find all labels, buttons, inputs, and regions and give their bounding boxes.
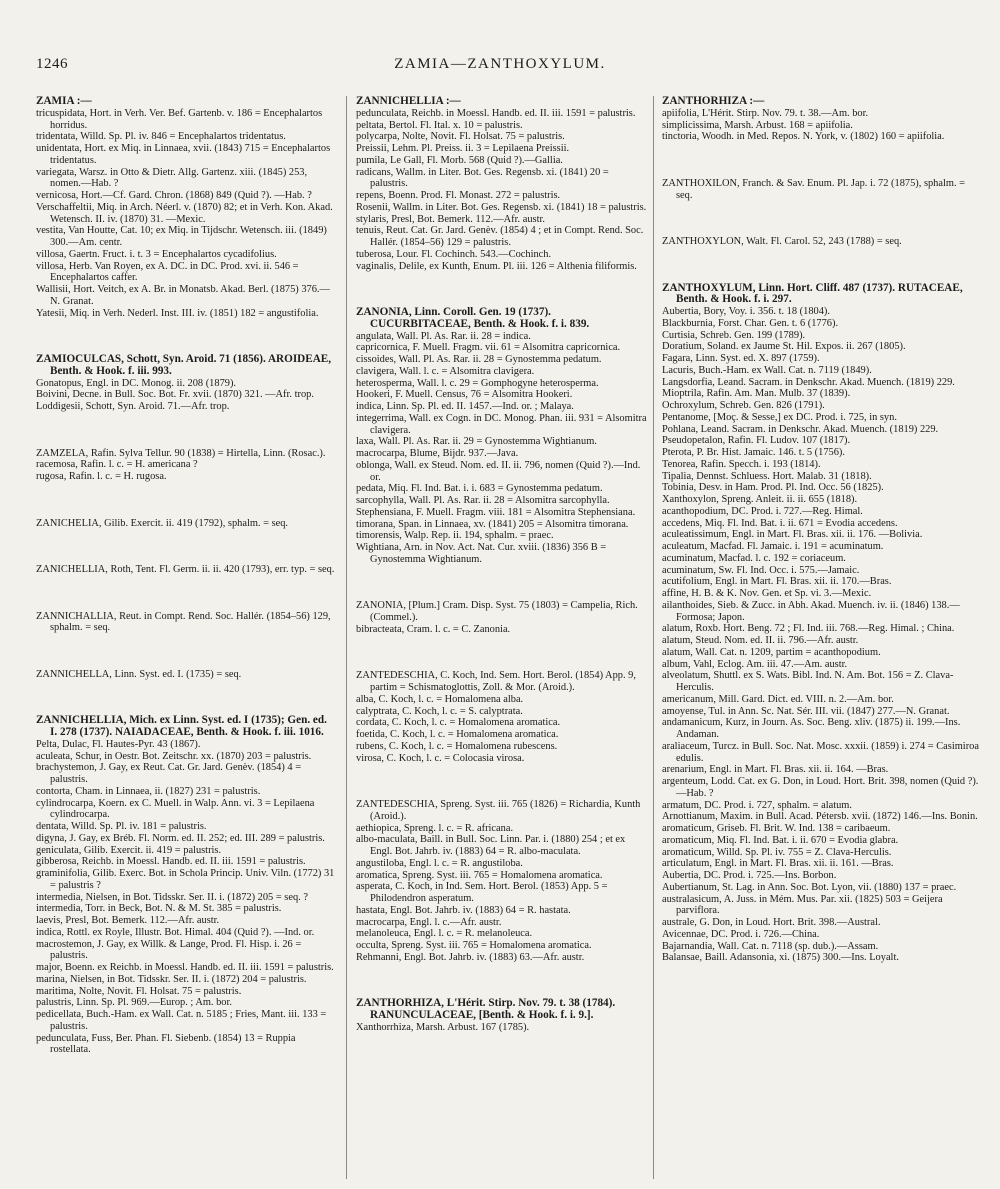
index-entry: americanum, Mill. Gard. Dict. ed. VIII. n. 2.—Am. bor. [662,693,894,705]
index-entry: alatum, Steud. Nom. ed. II. ii. 796.—Afr. austr. [662,635,859,647]
column-divider [346,96,347,1179]
index-entry: macrocarpa, Engl. l. c.—Afr. austr. [356,916,502,928]
index-entry: Doratium, Soland. ex Jaume St. Hil. Expos. ii. 267 (1805). [662,341,906,353]
index-entry: Pterota, P. Br. Hist. Jamaic. 146. t. 5 (1756). [662,447,845,459]
index-entry: ZANTEDESCHIA, C. Koch, Ind. Sem. Hort. Berol. (1854) App. 9, partim = Schismatoglottis, Zoll. & Mor. (Aroid.). [356,670,636,694]
genus-heading: ZANTHOXYLUM, Linn. Hort. Cliff. 487 (1737). RUTACEAE, Benth. & Hook. f. i. 297. [662,281,963,306]
index-entry: Rehmanni, Engl. Bot. Jahrb. iv. (1883) 63.—Afr. austr. [356,951,585,963]
index-entry: laevis, Presl, Bot. Bemerk. 112.—Afr. austr. [36,915,220,927]
index-entry: foetida, C. Koch, l. c. = Homalomena aromatica. [356,729,559,741]
index-entry: palustris, Linn. Sp. Pl. 969.—Europ. ; Am. bor. [36,997,232,1009]
index-entry: apiifolia, L'Hérit. Stirp. Nov. 79. t. 38.—Am. bor. [662,107,869,119]
entry-spacer [356,283,649,297]
index-entry: intermedia, Torr. in Beck, Bot. N. & M. St. 385 = palustris. [36,903,282,915]
column-left [36,96,336,1185]
index-entry: timorana, Span. in Linnaea, xv. (1841) 205 = Alsomitra timorana. [356,518,629,530]
index-entry: aromaticum, Miq. Fl. Ind. Bat. i. ii. 670 = Evodia glabra. [662,834,899,846]
genus-heading: ZANTHORHIZA :— [662,96,765,107]
index-entry: Blackburnia, Forst. Char. Gen. t. 6 (1776). [662,317,839,329]
index-entry: acuminatum, Macfad. l. c. 192 = coriaceum. [662,552,846,564]
index-entry: pedunculata, Fuss, Ber. Phan. Fl. Siebenb. (1854) 13 = Ruppia rostellata. [36,1032,296,1056]
index-entry: Balansae, Baill. Adansonia, xi. (1875) 300.—Ins. Loyalt. [662,952,899,964]
index-entry: Arnottianum, Maxim. in Bull. Acad. Pétersb. xvii. (1872) 146.—Ins. Bonin. [662,811,978,823]
index-entry: alatum, Roxb. Hort. Beng. 72 ; Fl. Ind. iii. 768.—Reg. Himal. ; China. [662,623,955,635]
index-entry: Bajarnandia, Wall. Cat. n. 7118 (sp. dub.).—Assam. [662,940,879,952]
index-entry: pedata, Miq. Fl. Ind. Bat. i. i. 683 = Gynostemma pedatum. [356,483,603,495]
index-entry: rubens, C. Koch, l. c. = Homalomena rubescens. [356,740,558,752]
index-entry: accedens, Miq. Fl. Ind. Bat. i. ii. 671 = Evodia accedens. [662,517,898,529]
index-entry: Loddigesii, Schott, Syn. Aroid. 71.—Afr. trop. [36,401,230,413]
column-divider [653,96,654,1179]
index-entry: acanthopodium, DC. Prod. i. 727.—Reg. Himal. [662,505,863,517]
index-entry: aromaticum, Griseb. Fl. Brit. W. Ind. 138 = caribaeum. [662,823,891,835]
index-entry: peltata, Bertol. Fl. Ital. x. 10 = palustris. [356,119,523,131]
entry-spacer [356,576,649,590]
index-entry: tinctoria, Woodh. in Med. Repos. N. York, v. (1802) 160 = apiifolia. [662,131,945,143]
genus-heading: ZANNICHELLIA :— [356,96,461,107]
index-entry: calyptrata, C. Koch, l. c. = S. calyptrata. [356,705,523,717]
index-entry: Preissii, Lehm. Pl. Preiss. ii. 3 = Lepilaena Preissii. [356,143,570,154]
genus-heading: ZANNICHELLIA, Mich. ex Linn. Syst. ed. I (1735); Gen. ed. I. 278 (1737). NAIADACEAE, Benth. & Hook. f. iii. 1016. [36,714,327,739]
entry-spacer [662,212,980,226]
index-entry: acuminatum, Sw. Fl. Ind. Occ. i. 575.—Jamaic. [662,564,860,576]
index-entry: racemosa, Rafin. l. c. = H. americana ? [36,459,198,471]
index-entry: Avicennae, DC. Prod. i. 726.—China. [662,928,820,940]
index-entry: tricuspidata, Hort. in Verh. Ver. Bef. Gartenb. v. 186 = Encephalartos horridus. [36,107,323,131]
index-entry: melanoleuca, Engl. l. c. = R. melanoleuca. [356,928,533,940]
index-entry: pedunculata, Reichb. in Moessl. Handb. ed. II. iii. 1591 = palustris. [356,107,636,119]
index-entry: macrostemon, J. Gay, ex Willk. & Lange, Prod. Fl. Hisp. i. 26 = palustris. [36,938,302,962]
index-entry: maritima, Nolte, Novit. Fl. Holsat. 75 = palustris. [36,985,242,997]
index-entry: Hookeri, F. Muell. Census, 76 = Alsomitra Hookeri. [356,389,573,401]
index-entry: ZANTHOXILON, Franch. & Sav. Enum. Pl. Jap. i. 72 (1875), sphalm. = seq. [662,177,966,201]
index-entry: asperata, C. Koch, in Ind. Sem. Hort. Berol. (1853) App. 5 = Philodendron asperatum. [356,881,608,905]
index-entry: Stephensiana, F. Muell. Fragm. viii. 181 = Alsomitra Stephensiana. [356,506,636,518]
index-entry: aculeatissimum, Engl. in Mart. Fl. Bras. xii. ii. 176. —Bolivia. [662,529,923,541]
index-entry: Tenorea, Rafin. Specch. i. 193 (1814). [662,458,821,470]
column-middle [356,96,649,1185]
index-entry: villosa, Gaertn. Fruct. i. t. 3 = Encephalartos cycadifolius. [36,248,277,260]
column-right [662,96,980,1185]
index-entry: argenteum, Lodd. Cat. ex G. Don, in Loud. Hort. Brit. 398, nomen (Quid ?).—Hab. ? [662,776,979,799]
genus-heading: ZANTHORHIZA, L'Hérit. Stirp. Nov. 79. t. 38 (1784). RANUNCULACEAE, [Benth. & Hook. f. i. 9.]. [356,997,616,1022]
index-entry: tenuis, Reut. Cat. Gr. Jard. Genèv. (1854) 4 ; et in Compt. Rend. Soc. Hallér. (1854–56) 129 = palustris. [356,225,644,248]
index-entry: indica, Rottl. ex Royle, Illustr. Bot. Himal. 404 (Quid ?). —Ind. or. [36,926,315,938]
index-entry: digyna, J. Gay, ex Bréb. Fl. Norm. ed. II. 252; ed. III. 289 = palustris. [36,832,325,844]
index-entry: alba, C. Koch, l. c. = Homalomena alba. [356,693,524,705]
entry-spacer [36,540,336,554]
index-entry: Langsdorfia, Leand. Sacram. in Denkschr. Akad. Muench. (1819) 229. [662,376,955,388]
index-entry: vaginalis, Delile, ex Kunth, Enum. Pl. iii. 126 = Althenia filiformis. [356,260,637,272]
entry-spacer [36,691,336,705]
index-entry: cylindrocarpa, Koern. ex C. Muell. in Walp. Ann. vi. 3 = Lepilaena cylindrocarpa. [36,797,315,821]
index-entry: aethiopica, Spreng. l. c. = R. africana. [356,822,514,834]
index-entry: albo-maculata, Baill. in Bull. Soc. Linn. Par. i. (1880) 254 ; et ex Engl. Bot. Jahrb. iv. (1883) 64 = R. albo-maculata. [356,834,626,858]
index-entry: ZANNICHELLA, Linn. Syst. ed. I. (1735) = seq. [36,668,242,680]
index-entry: heterosperma, Wall. l. c. 29 = Gomphogyne heterosperma. [356,377,599,389]
index-entry: cissoides, Wall. Pl. As. Rar. ii. 28 = Gynostemma pedatum. [356,354,602,366]
index-entry: Verschaffeltii, Miq. in Arch. Néerl. v. (1870) 82; et in Verh. Kon. Akad. Wetensch. II. iv. (1870) 31. —Mexic. [36,201,333,225]
index-entry: marina, Nielsen, in Bot. Tidsskr. Ser. II. i. (1872) 204 = palustris. [36,973,307,985]
index-entry: ZANICHELIA, Gilib. Exercit. ii. 419 (1792), sphalm. = seq. [36,517,289,529]
index-entry: sarcophylla, Wall. Pl. As. Rar. ii. 28 = Alsomitra sarcophylla. [356,495,610,507]
index-entry: simplicissima, Marsh. Arbust. 168 = apiifolia. [662,119,853,131]
index-entry: ZANICHELLIA, Roth, Tent. Fl. Germ. ii. ii. 420 (1793), err. typ. = seq. [36,564,335,576]
index-entry: rugosa, Rafin. l. c. = H. rugosa. [36,471,167,483]
index-entry: alveolatum, Shuttl. ex S. Wats. Bibl. Ind. N. Am. Bot. 156 = Z. Clava-Herculis. [662,670,954,694]
index-entry: Rosenii, Wallm. in Liter. Bot. Ges. Regensb. xi. (1841) 18 = palustris. [356,201,647,213]
index-entry: graminifolia, Gilib. Exerc. Bot. in Schola Princip. Univ. Viln. (1772) 31 = palustris ? [36,868,335,891]
index-entry: Gonatopus, Engl. in DC. Monog. ii. 208 (1879). [36,377,237,389]
index-entry: unidentata, Hort. ex Miq. in Linnaea, xvii. (1843) 715 = Encephalartos tridentatus. [36,143,331,166]
entry-spacer [36,645,336,659]
entry-spacer [662,258,980,272]
index-entry: articulatum, Engl. in Mart. Fl. Bras. xii. ii. 161. —Bras. [662,858,894,870]
index-entry: Ochroxylum, Schreb. Gen. 826 (1791). [662,400,825,412]
running-head: ZAMIA—ZANTHOXYLUM. [394,56,606,72]
index-entry: tridentata, Willd. Sp. Pl. iv. 846 = Encephalartos tridentatus. [36,131,286,143]
index-entry: ZAMZELA, Rafin. Sylva Tellur. 90 (1838) = Hirtella, Linn. (Rosac.). [36,447,326,459]
index-entry: ZANTEDESCHIA, Spreng. Syst. iii. 765 (1826) = Richardia, Kunth (Aroid.). [356,799,641,822]
index-entry: aromaticum, Willd. Sp. Pl. iv. 755 = Z. Clava-Herculis. [662,846,892,858]
index-entry: australasicum, A. Juss. in Mém. Mus. Par. xii. (1825) 503 = Geijera parviflora. [662,893,943,917]
entry-spacer [36,330,336,344]
index-entry: dentata, Willd. Sp. Pl. iv. 181 = palustris. [36,821,207,833]
index-entry: Wallisii, Hort. Veitch, ex A. Br. in Monatsb. Akad. Berl. (1875) 376.—N. Granat. [36,284,330,307]
index-entry: Yatesii, Miq. in Verh. Nederl. Inst. III. iv. (1851) 182 = angustifolia. [36,307,319,319]
entry-spacer [356,775,649,789]
index-entry: Wightiana, Arn. in Nov. Act. Nat. Cur. xviii. (1836) 356 B = Gynostemma Wightianum. [356,542,607,565]
index-entry: ailanthoides, Sieb. & Zucc. in Abh. Akad. Muench. iv. ii. (1846) 138.—Formosa; Japon. [662,599,960,623]
index-entry: cordata, C. Koch, l. c. = Homalomena aromatica. [356,717,561,729]
entry-spacer [356,974,649,988]
index-entry: virosa, C. Koch, l. c. = Colocasia virosa. [356,752,525,764]
index-entry: Lacuris, Buch.-Ham. ex Wall. Cat. n. 7119 (1849). [662,364,872,376]
index-entry: Xanthoxylon, Spreng. Anleit. ii. ii. 655 (1818). [662,494,858,506]
index-entry: Tobinia, Desv. in Ham. Prod. Pl. Ind. Occ. 56 (1825). [662,482,884,494]
index-entry: Pelta, Dulac, Fl. Hautes-Pyr. 43 (1867). [36,738,201,750]
index-entry: andamanicum, Kurz, in Journ. As. Soc. Beng. xliv. (1875) ii. 199.—Ins. Andaman. [662,717,961,741]
index-entry: major, Boenn. ex Reichb. in Moessl. Handb. ed. II. iii. 1591 = palustris. [36,962,334,974]
index-entry: brachystemon, J. Gay, ex Reut. Cat. Gr. Jard. Genèv. (1854) 4 = palustris. [36,762,302,786]
index-entry: vestita, Van Houtte, Cat. 10; ex Miq. in Tijdschr. Wetensch. iii. (1849) 300.—Am. centr. [36,225,327,248]
index-entry: contorta, Cham. in Linnaea, ii. (1827) 231 = palustris. [36,785,261,797]
index-entry: ZANTHOXYLON, Walt. Fl. Carol. 52, 243 (1788) = seq. [662,236,902,248]
index-entry: Pentanome, [Moç. & Sesse,] ex DC. Prod. i. 725, in syn. [662,411,897,423]
index-entry: timorensis, Walp. Rep. ii. 194, sphalm. = praec. [356,530,554,542]
index-entry: clavigera, Wall. l. c. = Alsomitra clavigera. [356,365,535,377]
index-entry: angulata, Wall. Pl. As. Rar. ii. 28 = indica. [356,330,531,342]
index-entry: repens, Boenn. Prod. Fl. Monast. 272 = palustris. [356,190,561,201]
index-entry: amoyense, Tul. in Ann. Sc. Nat. Sér. III. vii. (1847) 277.—N. Granat. [662,705,950,717]
index-entry: stylaris, Presl, Bot. Bemerk. 112.—Afr. austr. [356,213,545,225]
index-entry: ZANONIA, [Plum.] Cram. Disp. Syst. 75 (1803) = Campelia, Rich. (Commel.). [356,600,638,624]
index-entry: Curtisia, Schreb. Gen. 199 (1789). [662,329,806,341]
entry-spacer [662,153,980,167]
index-entry: australe, G. Don, in Loud. Hort. Brit. 398.—Austral. [662,917,881,929]
index-entry: aculeata, Schur, in Oestr. Bot. Zeitschr. xx. (1870) 203 = palustris. [36,750,312,762]
index-entry: oblonga, Wall. ex Steud. Nom. ed. II. ii. 796, nomen (Quid ?).—Ind. or. [356,459,641,483]
index-entry: Pseudopetalon, Rafin. Fl. Ludov. 107 (1817). [662,435,851,447]
index-entry: affine, H. B. & K. Nov. Gen. et Sp. vi. 3.—Mexic. [662,588,872,600]
index-entry: intermedia, Nielsen, in Bot. Tidsskr. Ser. II. i. (1872) 205 = seq. ? [36,891,308,903]
index-entry: angustiloba, Engl. l. c. = R. angustiloba. [356,857,523,869]
index-entry: Pohlana, Leand. Sacram. in Denkschr. Akad. Muench. (1819) 229. [662,423,939,435]
index-entry: polycarpa, Nolte, Novit. Fl. Holsat. 75 = palustris. [356,131,565,143]
index-entry: capricornica, F. Muell. Fragm. vii. 61 = Alsomitra capricornica. [356,342,621,354]
page-number: 1246 [36,56,68,72]
index-entry: villosa, Herb. Van Royen, ex A. DC. in DC. Prod. xvi. ii. 546 = Encephalartos caffer. [36,260,299,284]
genus-heading: ZAMIA :— [36,96,92,107]
index-entry: laxa, Wall. Pl. As. Rar. ii. 29 = Gynostemma Wightianum. [356,436,597,448]
index-entry: Fagara, Linn. Syst. ed. X. 897 (1759). [662,353,820,365]
index-entry: occulta, Spreng. Syst. iii. 765 = Homalomena aromatica. [356,940,592,952]
index-entry: pedicellata, Buch.-Ham. ex Wall. Cat. n. 5185 ; Fries, Mant. iii. 133 = palustris. [36,1009,327,1032]
index-entry: aculeatum, Macfad. Fl. Jamaic. i. 191 = acuminatum. [662,541,884,553]
index-entry: Aubertia, Bory, Voy. i. 356. t. 18 (1804). [662,306,830,318]
index-entry: tuberosa, Lour. Fl. Cochinch. 543.—Cochinch. [356,248,552,260]
index-entry: Tipalia, Dennst. Schluess. Hort. Malab. 31 (1818). [662,470,872,482]
entry-spacer [356,646,649,660]
entry-spacer [36,586,336,600]
index-entry: Xanthorrhiza, Marsh. Arbust. 167 (1785). [356,1021,530,1033]
index-entry: araliaceum, Turcz. in Bull. Soc. Nat. Mosc. xxxii. (1859) i. 274 = Casimiroa edulis. [662,740,979,764]
index-entry: Aubertianum, St. Lag. in Ann. Soc. Bot. Lyon, vii. (1880) 137 = praec. [662,881,957,893]
index-entry: variegata, Warsz. in Otto & Dietr. Allg. Gartenz. xiii. (1845) 253, nomen.—Hab. ? [36,166,308,190]
genus-heading: ZANONIA, Linn. Coroll. Gen. 19 (1737). CUCURBITACEAE, Benth. & Hook. f. i. 839. [356,306,590,330]
index-entry: vernicosa, Hort.—Cf. Gard. Chron. (1868) 849 (Quid ?). —Hab. ? [36,190,312,201]
genus-heading: ZAMIOCULCAS, Schott, Syn. Aroid. 71 (1856). AROIDEAE, Benth. & Hook. f. iii. 993. [36,353,332,377]
index-entry: alatum, Wall. Cat. n. 1209, partim = acanthopodium. [662,646,881,658]
index-entry: integerrima, Wall. ex Cogn. in DC. Monog. Phan. iii. 931 = Alsomitra clavigera. [356,412,647,436]
index-entry: Aubertia, DC. Prod. i. 725.—Ins. Borbon. [662,870,837,882]
index-entry: geniculata, Gilib. Exercit. ii. 419 = palustris. [36,844,222,856]
entry-spacer [36,423,336,437]
index-entry: acutifolium, Engl. in Mart. Fl. Bras. xii. ii. 170.—Bras. [662,576,892,588]
index-entry: armatum, DC. Prod. i. 727, sphalm. = alatum. [662,799,852,811]
index-entry: hastata, Engl. Bot. Jahrb. iv. (1883) 64 = R. hastata. [356,904,571,916]
index-entry: macrocarpa, Blume, Bijdr. 937.—Java. [356,448,519,460]
index-entry: gibberosa, Reichb. in Moessl. Handb. ed. II. iii. 1591 = palustris. [36,856,306,868]
index-entry: Mioptrila, Rafin. Am. Man. Mulb. 37 (1839). [662,388,851,400]
index-entry: indica, Linn. Sp. Pl. ed. II. 1457.—Ind. or. ; Malaya. [356,401,574,413]
index-entry: pumila, Le Gall, Fl. Morb. 568 (Quid ?).—Gallia. [356,154,563,166]
index-entry: Boivini, Decne. in Bull. Soc. Bot. Fr. xvii. (1870) 321. —Afr. trop. [36,389,314,401]
index-entry: arenarium, Engl. in Mart. Fl. Bras. xii. ii. 164. —Bras. [662,764,889,776]
entry-spacer [36,493,336,507]
index-entry: bibracteata, Cram. l. c. = C. Zanonia. [356,623,511,635]
index-entry: album, Vahl, Eclog. Am. iii. 47.—Am. austr. [662,658,848,670]
index-entry: aromatica, Spreng. Syst. iii. 765 = Homalomena aromatica. [356,869,603,881]
index-entry: radicans, Wallm. in Liter. Bot. Ges. Regensb. xi. (1841) 20 = palustris. [356,166,609,190]
index-entry: ZANNICHALLIA, Reut. in Compt. Rend. Soc. Hallér. (1854–56) 129, sphalm. = seq. [36,610,331,634]
